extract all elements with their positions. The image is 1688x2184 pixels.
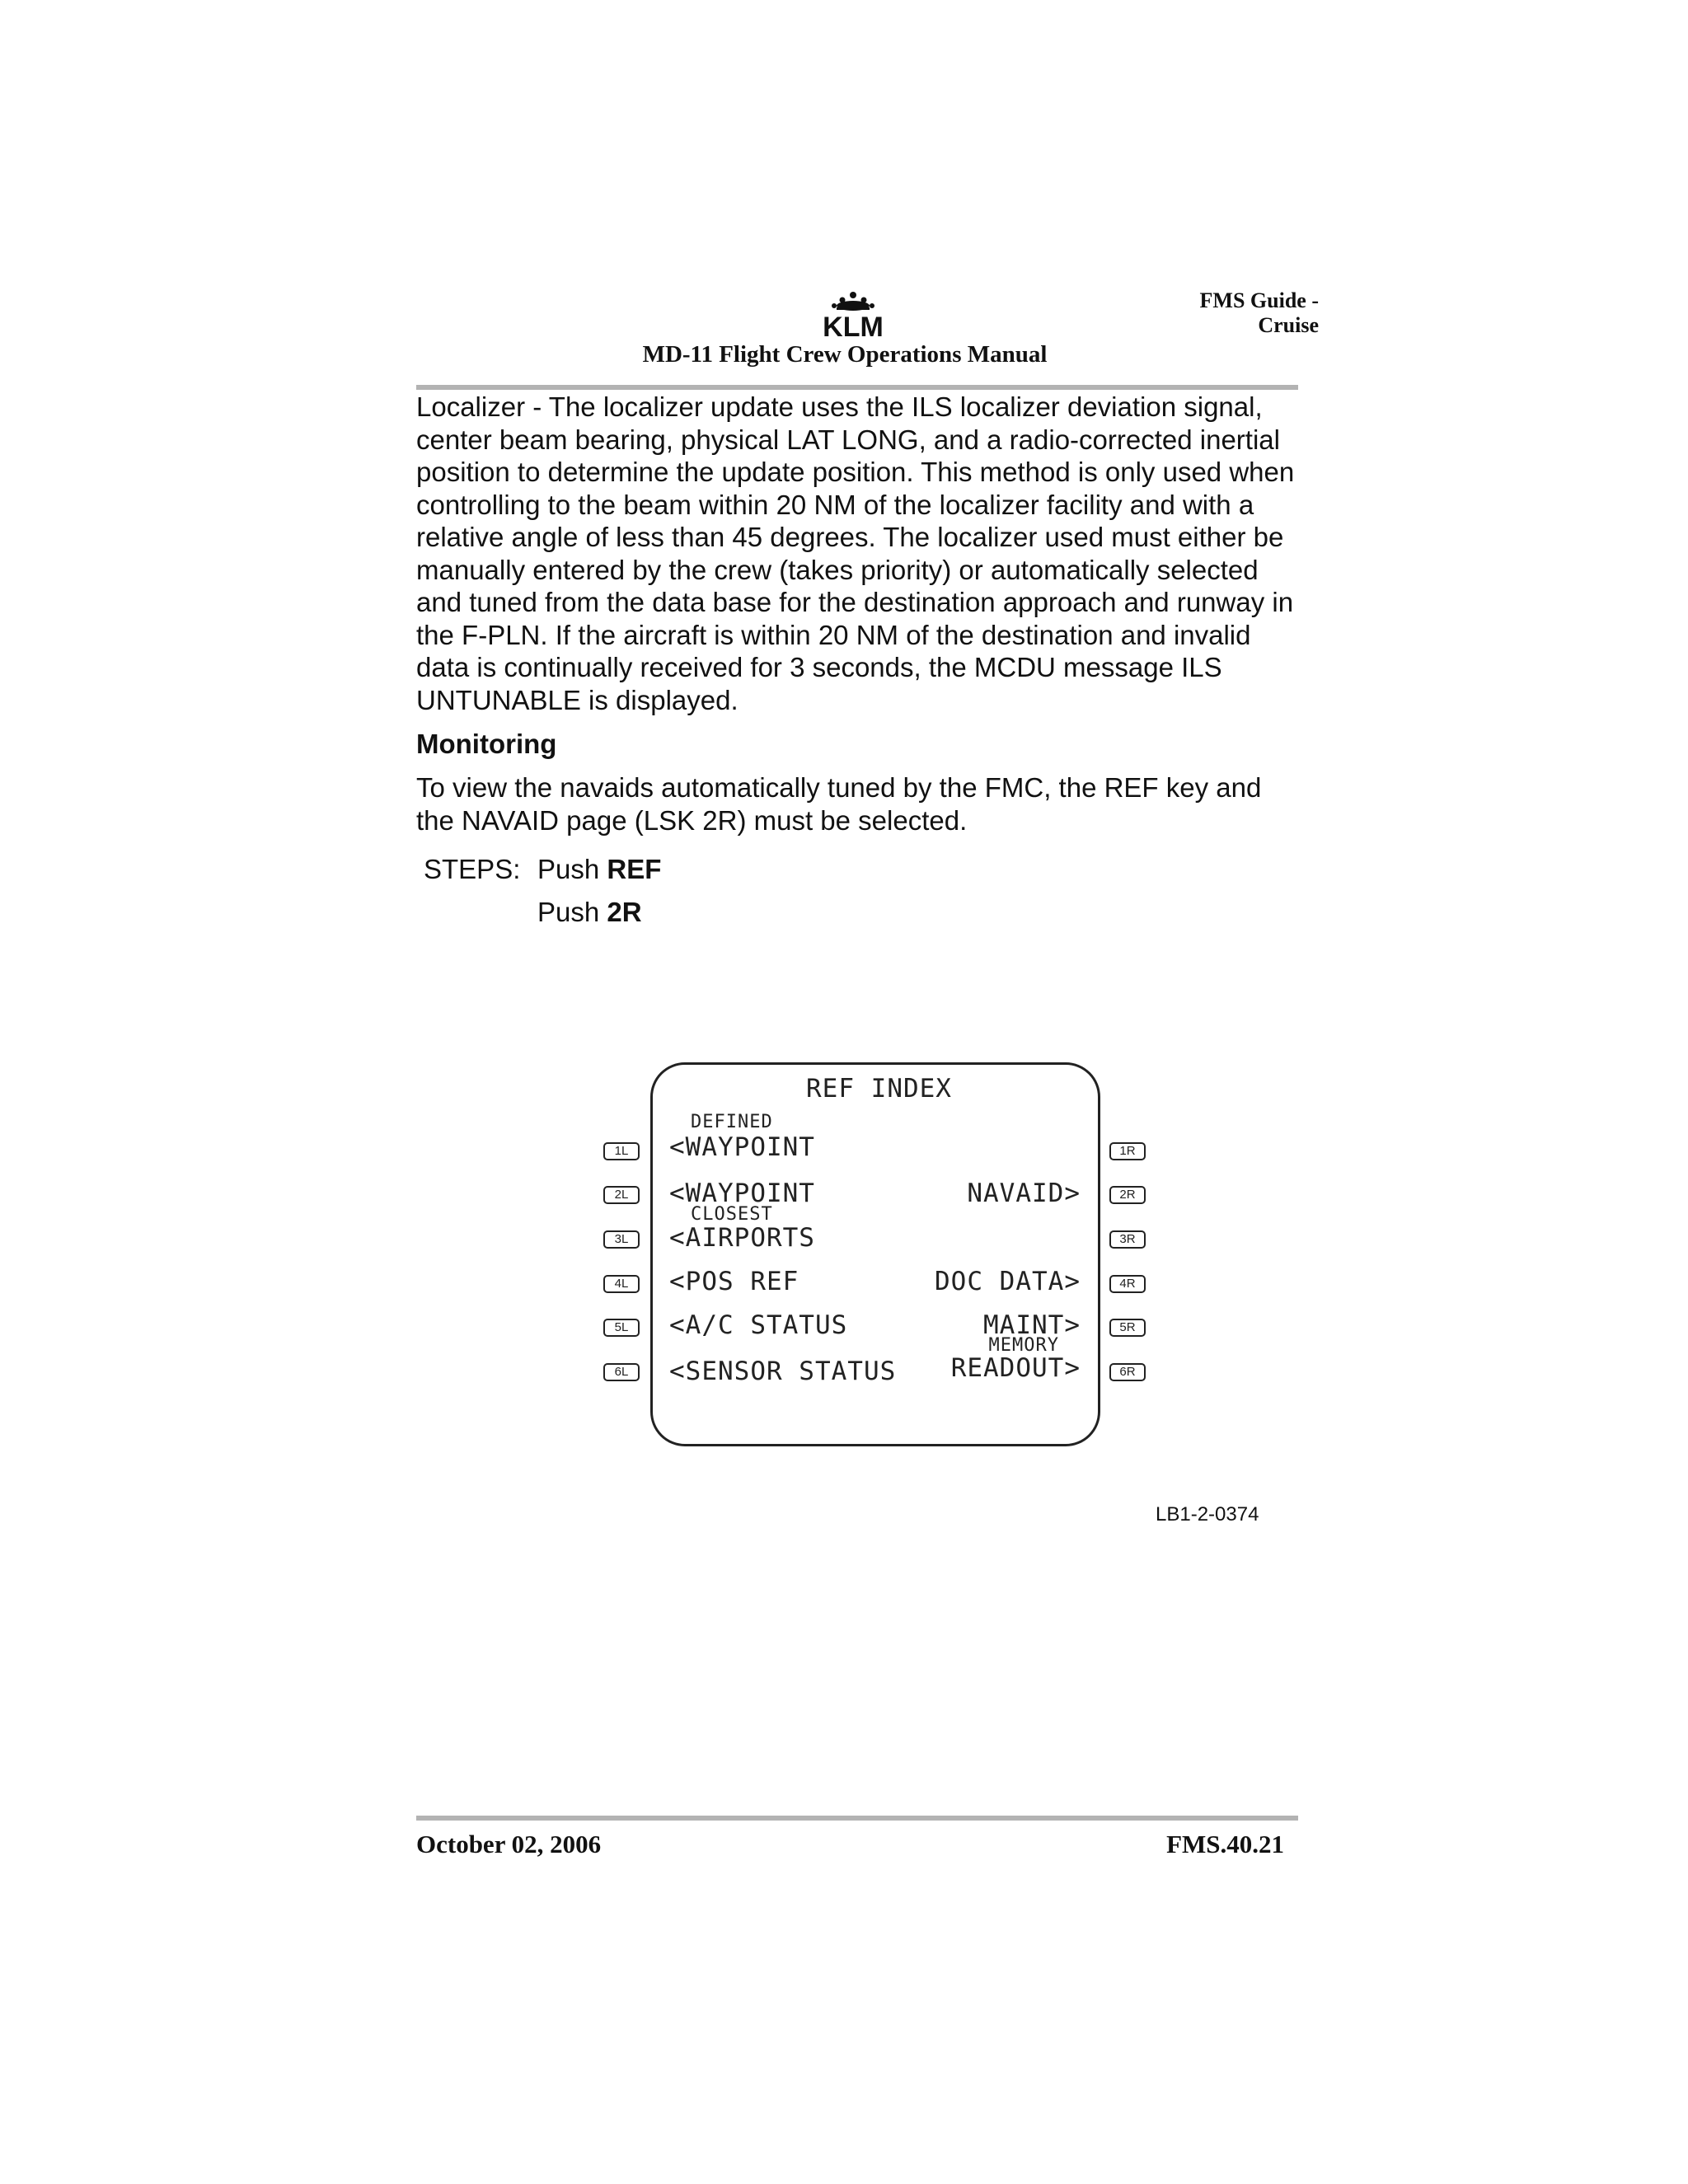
steps-label: STEPS: xyxy=(424,854,521,884)
mcdu-1l-small: DEFINED xyxy=(691,1112,773,1132)
lsk-1r: 1R xyxy=(1109,1142,1146,1160)
mcdu-6r-small: MEMORY xyxy=(988,1335,1059,1356)
heading-monitoring: Monitoring xyxy=(416,729,557,759)
footer-date: October 02, 2006 xyxy=(416,1830,602,1858)
manual-title: MD-11 Flight Crew Operations Manual xyxy=(642,341,1048,368)
mcdu-6r-label: READOUT> xyxy=(950,1353,1081,1383)
step-1-verb: Push xyxy=(537,854,600,884)
mcdu-2l-label: <WAYPOINT xyxy=(669,1179,815,1208)
lsk-1l: 1L xyxy=(603,1142,640,1160)
lsk-3l: 3L xyxy=(603,1230,640,1249)
lsk-3r: 3R xyxy=(1109,1230,1146,1249)
paragraph-localizer: Localizer - The localizer update uses the ILS localizer deviation signal, center beam bearing, physical LAT LONG, and a radio-corrected inertial position to determine the update position. This method is only used when controlling to the beam within 20 NM of the localizer facility and with a relative angle of less than 45 degrees. The localizer used must either be manually entered by the crew (takes priority) or automatically selected and tuned from the data base for the destination approach and runway in the F-PLN. If the aircraft is within 20 NM of the destination and invalid data is continually received for 3 seconds, the MCDU message ILS UNTUNABLE is displayed. xyxy=(416,391,1295,715)
section-tag-line2: Cruise xyxy=(1258,313,1319,337)
step-1 xyxy=(537,854,661,885)
lsk-4r: 4R xyxy=(1109,1275,1146,1293)
paragraph-monitoring: To view the navaids automatically tuned by the FMC, the REF key and the NAVAID page (LSK 2R) must be selected. xyxy=(416,772,1262,836)
lsk-2l: 2L xyxy=(603,1186,640,1204)
section-tag xyxy=(1200,288,1319,338)
mcdu-1l-label: <WAYPOINT xyxy=(669,1132,815,1162)
mcdu-3l-small: CLOSEST xyxy=(691,1204,773,1225)
klm-crown-icon xyxy=(812,290,894,340)
footer-rule xyxy=(416,1816,1298,1821)
klm-logo-text: KLM xyxy=(823,312,884,340)
lsk-4l: 4L xyxy=(603,1275,640,1293)
mcdu-4r-label: DOC DATA> xyxy=(935,1267,1081,1296)
lsk-5l: 5L xyxy=(603,1319,640,1337)
step-2 xyxy=(537,897,642,928)
lsk-5r: 5R xyxy=(1109,1319,1146,1337)
step-1-key: REF xyxy=(607,854,662,884)
step-2-key: 2R xyxy=(607,897,642,927)
mcdu-title: REF INDEX xyxy=(806,1074,952,1104)
mcdu-2r-label: NAVAID> xyxy=(967,1179,1081,1208)
footer-page: FMS.40.21 xyxy=(1166,1830,1284,1858)
figure-id: LB1-2-0374 xyxy=(1156,1503,1259,1526)
mcdu-5l-label: <A/C STATUS xyxy=(669,1310,848,1340)
header-rule xyxy=(416,385,1298,390)
mcdu-5r-label: MAINT> xyxy=(983,1310,1081,1340)
step-2-verb: Push xyxy=(537,897,600,927)
mcdu-6l-label: <SENSOR STATUS xyxy=(669,1357,897,1386)
lsk-6r: 6R xyxy=(1109,1363,1146,1381)
mcdu-4l-label: <POS REF xyxy=(669,1267,799,1296)
mcdu-3l-label: <AIRPORTS xyxy=(669,1223,815,1253)
section-tag-line1: FMS Guide - xyxy=(1199,288,1319,312)
lsk-2r: 2R xyxy=(1109,1186,1146,1204)
lsk-6l: 6L xyxy=(603,1363,640,1381)
klm-logo xyxy=(812,290,894,344)
